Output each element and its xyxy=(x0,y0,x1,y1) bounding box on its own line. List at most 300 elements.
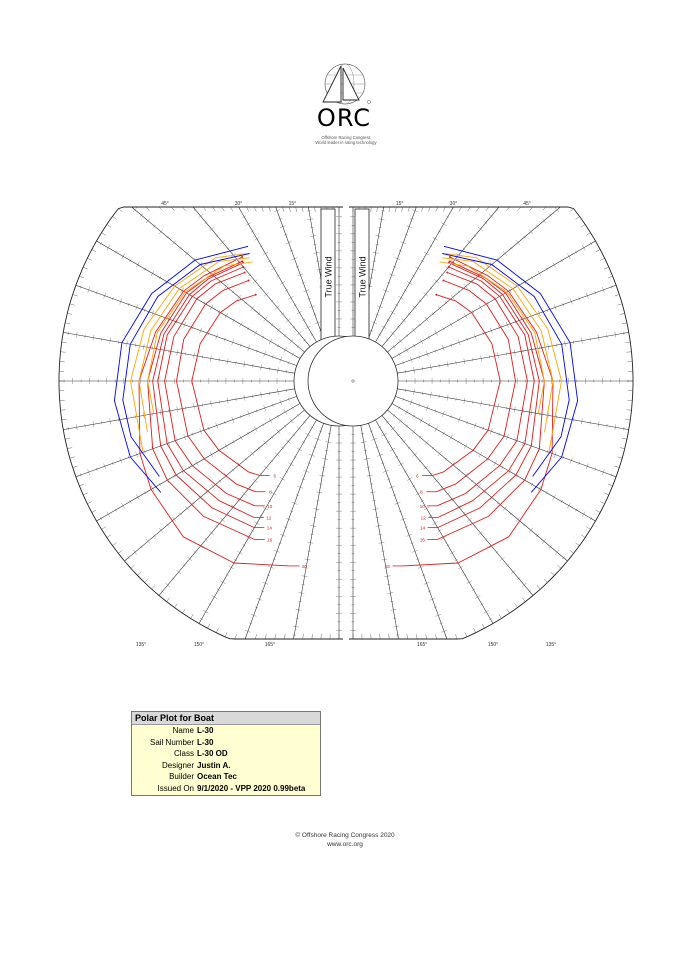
radial-gridline xyxy=(294,425,332,639)
speed-tick xyxy=(165,583,170,587)
speed-tick xyxy=(159,528,163,533)
beat-marker xyxy=(448,266,450,268)
speed-tick xyxy=(288,463,293,466)
angle-tick xyxy=(600,502,604,504)
polar-half-right xyxy=(308,201,633,648)
info-row xyxy=(132,725,320,737)
speed-tick xyxy=(185,251,189,256)
speed-tick xyxy=(464,284,468,289)
speed-tick xyxy=(146,218,150,223)
angle-tick xyxy=(622,438,627,439)
speed-tick xyxy=(198,214,203,218)
speed-tick xyxy=(250,451,254,456)
angle-tick xyxy=(182,207,185,211)
angle-tick xyxy=(70,457,75,458)
speed-tick xyxy=(555,550,559,555)
speed-tick xyxy=(195,461,198,466)
angle-tick xyxy=(67,313,72,314)
speed-tick xyxy=(225,313,228,318)
speed-tick xyxy=(415,267,420,270)
angle-tick xyxy=(570,550,574,553)
angle-tick xyxy=(118,550,122,553)
speed-tick xyxy=(269,489,276,495)
angle-tick xyxy=(282,207,284,212)
angle-tick xyxy=(611,475,616,477)
speed-tick xyxy=(250,306,254,311)
radial-gridline xyxy=(76,396,297,479)
speed-tick xyxy=(511,570,516,574)
speed-tick xyxy=(212,595,217,598)
speed-tick xyxy=(210,305,213,310)
speed-tick xyxy=(242,492,247,496)
speed-tick xyxy=(220,581,225,584)
speed-tick xyxy=(159,229,163,234)
angle-tick xyxy=(208,624,210,628)
angle-tick xyxy=(230,207,233,211)
speed-tick xyxy=(467,581,472,584)
beat-marker xyxy=(446,271,448,273)
angle-tick xyxy=(239,207,242,211)
angle-tick xyxy=(167,598,170,602)
sailboat-logo-icon xyxy=(305,62,385,106)
angle-tick xyxy=(132,207,136,210)
speed-tick xyxy=(288,296,293,299)
speed-tick xyxy=(582,245,585,250)
beat-marker xyxy=(241,260,243,262)
angle-tick xyxy=(269,207,271,212)
info-label: Sail Number xyxy=(149,737,194,747)
speed-tick xyxy=(438,306,442,311)
angle-tick xyxy=(62,419,67,420)
speed-tick xyxy=(475,595,480,598)
angle-tick xyxy=(491,619,494,623)
angle-tick xyxy=(625,419,630,420)
speed-tick xyxy=(253,479,258,483)
info-label: Class xyxy=(173,749,194,759)
angle-label: 45° xyxy=(161,201,169,207)
radial-gridline xyxy=(382,207,499,347)
angle-tick xyxy=(61,352,66,353)
angle-tick xyxy=(245,634,247,639)
speed-tick xyxy=(489,214,494,218)
speed-tick xyxy=(240,435,243,440)
info-row xyxy=(132,748,320,760)
radial-gridline xyxy=(376,420,494,624)
series-line xyxy=(158,267,254,517)
angle-tick xyxy=(265,634,266,639)
polar-chart xyxy=(0,195,690,655)
angle-tick xyxy=(620,448,625,449)
speed-tick xyxy=(434,479,439,483)
series-label: 8 xyxy=(269,489,272,495)
angle-tick xyxy=(575,216,579,219)
speed-tick xyxy=(425,440,429,445)
info-label: Issued On xyxy=(157,783,194,793)
speed-tick xyxy=(500,557,505,561)
radial-gridline xyxy=(395,285,616,365)
angle-tick xyxy=(146,207,150,210)
speed-tick xyxy=(567,254,570,259)
angle-tick xyxy=(62,342,67,343)
speed-tick xyxy=(390,448,395,451)
speed-tick xyxy=(220,240,225,244)
angle-tick xyxy=(222,207,225,211)
angle-tick xyxy=(102,233,106,236)
angle-tick xyxy=(65,323,70,324)
info-row xyxy=(132,737,320,749)
series-label: 12 xyxy=(420,515,426,521)
website-link[interactable]: www.orc.org xyxy=(327,841,363,848)
speed-tick xyxy=(151,271,154,276)
series-line xyxy=(131,254,247,453)
speed-tick xyxy=(467,240,472,244)
speed-tick xyxy=(402,319,407,323)
angle-tick xyxy=(626,410,631,411)
speed-tick xyxy=(286,319,291,323)
speed-tick xyxy=(122,254,125,259)
beat-marker xyxy=(443,279,445,281)
angle-tick xyxy=(608,484,613,486)
angle-tick xyxy=(455,634,457,639)
angle-tick xyxy=(530,592,533,596)
radial-gridline xyxy=(361,425,399,639)
angle-tick xyxy=(416,634,417,639)
angle-tick xyxy=(83,267,88,269)
speed-tick xyxy=(269,418,272,423)
angle-tick xyxy=(581,224,585,227)
angle-tick xyxy=(225,632,227,637)
angle-tick xyxy=(622,323,627,324)
boat-info-box xyxy=(131,711,321,796)
true-wind-label: True Wind xyxy=(357,256,368,298)
angle-tick xyxy=(596,250,600,252)
info-label: Builder xyxy=(169,772,194,782)
speed-tick xyxy=(402,440,407,444)
beat-marker xyxy=(247,279,249,281)
angle-tick xyxy=(92,510,96,512)
angle-tick xyxy=(87,502,91,504)
angle-tick xyxy=(421,207,423,212)
speed-tick xyxy=(438,451,442,456)
speed-tick xyxy=(254,237,259,240)
speed-tick xyxy=(434,279,439,283)
angle-tick xyxy=(564,558,568,561)
speed-tick xyxy=(185,506,189,511)
angle-tick xyxy=(255,634,257,639)
speed-tick xyxy=(445,492,450,496)
speed-tick xyxy=(450,551,455,554)
angle-tick xyxy=(608,276,613,278)
speed-tick xyxy=(477,484,481,489)
radial-gridline xyxy=(245,423,324,639)
speed-tick xyxy=(284,409,287,414)
angle-tick xyxy=(216,628,218,632)
series-label: 16 xyxy=(267,537,273,543)
series-line xyxy=(438,267,534,517)
speed-tick xyxy=(224,284,228,289)
angle-tick xyxy=(620,313,625,314)
speed-tick xyxy=(399,339,403,344)
speed-tick xyxy=(478,227,483,231)
speed-tick xyxy=(449,322,452,327)
speed-tick xyxy=(172,240,176,245)
angle-tick xyxy=(138,572,142,575)
angle-tick xyxy=(615,466,620,468)
info-value: L-30 xyxy=(197,737,214,747)
angle-tick xyxy=(436,207,438,211)
beat-marker xyxy=(449,260,451,262)
speed-tick xyxy=(209,227,214,231)
speed-tick xyxy=(297,332,302,336)
logo-text: ORC xyxy=(316,104,372,132)
series-line xyxy=(432,295,500,476)
radial-gridline xyxy=(368,423,447,639)
angle-tick xyxy=(459,207,462,211)
speed-tick xyxy=(420,418,423,423)
speed-tick xyxy=(211,484,215,489)
speed-tick xyxy=(264,466,269,470)
angle-tick xyxy=(125,558,129,561)
speed-tick xyxy=(503,506,507,511)
speed-tick xyxy=(253,279,258,283)
series-label: 8 xyxy=(420,489,423,495)
speed-tick xyxy=(136,262,139,267)
info-value: Justin A. xyxy=(197,760,231,770)
series-line xyxy=(192,295,260,476)
speed-tick xyxy=(254,426,257,431)
speed-tick xyxy=(240,322,243,327)
angle-tick xyxy=(389,634,390,639)
speed-tick xyxy=(209,531,214,535)
angle-tick xyxy=(445,634,447,639)
angle-tick xyxy=(65,438,70,439)
angle-label: 150° xyxy=(193,642,205,648)
speed-tick xyxy=(297,448,302,451)
radial-gridline xyxy=(159,415,310,595)
angle-tick xyxy=(617,304,622,305)
speed-tick xyxy=(398,463,403,466)
angle-tick xyxy=(611,285,616,287)
speed-tick xyxy=(187,557,192,561)
angle-tick xyxy=(468,207,471,211)
series-label: 20 xyxy=(384,563,391,569)
speed-tick xyxy=(220,518,225,522)
angle-tick xyxy=(87,258,91,260)
speed-tick xyxy=(107,245,110,250)
info-value: Ocean Tec xyxy=(197,772,237,782)
beat-marker xyxy=(449,256,451,258)
speed-tick xyxy=(263,440,267,445)
speed-tick xyxy=(305,326,310,329)
radial-gridline xyxy=(132,207,305,352)
speed-tick xyxy=(275,453,280,457)
angle-tick xyxy=(507,609,510,613)
speed-tick xyxy=(237,551,242,554)
speed-tick xyxy=(423,466,428,470)
speed-tick xyxy=(441,223,446,226)
speed-tick xyxy=(433,522,438,525)
info-value: 9/1/2020 - VPP 2020 0.99beta xyxy=(197,783,306,793)
angle-tick xyxy=(570,209,574,212)
angle-tick xyxy=(499,614,502,618)
speed-tick xyxy=(263,317,267,322)
angle-tick xyxy=(70,304,75,305)
angle-tick xyxy=(73,466,78,468)
angle-tick xyxy=(377,207,378,212)
speed-tick xyxy=(420,339,423,344)
series-label: 14 xyxy=(420,525,426,531)
beat-marker xyxy=(242,266,244,268)
angle-tick xyxy=(112,216,116,219)
series-label: 14 xyxy=(266,525,272,531)
radial-gridline xyxy=(392,241,596,359)
angle-tick xyxy=(61,410,66,411)
speed-tick xyxy=(133,550,137,555)
info-value: L-30 OD xyxy=(197,749,228,759)
angle-tick xyxy=(79,276,84,278)
angle-tick xyxy=(600,258,604,260)
angle-tick xyxy=(581,535,585,538)
speed-tick xyxy=(407,282,412,285)
speed-tick xyxy=(503,251,507,256)
angle-tick xyxy=(213,207,216,211)
angle-tick xyxy=(107,535,111,538)
speed-tick xyxy=(210,452,213,457)
angle-tick xyxy=(380,634,381,639)
angle-tick xyxy=(402,207,403,212)
series-label: 10 xyxy=(267,503,273,509)
speed-tick xyxy=(237,295,241,300)
angle-tick xyxy=(303,634,304,639)
angle-tick xyxy=(530,207,534,210)
angle-tick xyxy=(97,519,101,522)
angle-tick xyxy=(515,603,518,607)
angle-tick xyxy=(112,543,116,546)
angle-tick xyxy=(152,585,155,589)
speed-tick xyxy=(405,409,408,414)
speed-tick xyxy=(290,419,294,424)
speed-tick xyxy=(529,528,533,533)
speed-tick xyxy=(458,566,463,569)
angle-tick xyxy=(254,207,256,211)
angle-tick xyxy=(522,598,525,602)
angle-tick xyxy=(102,527,106,530)
angle-tick xyxy=(586,527,590,530)
radial-gridline xyxy=(387,207,560,352)
radial-gridline xyxy=(395,396,616,479)
angle-tick xyxy=(235,634,237,639)
angle-tick xyxy=(159,592,162,596)
angle-tick xyxy=(97,241,101,244)
info-label: Designer xyxy=(161,760,194,770)
speed-tick xyxy=(582,512,585,517)
speed-tick xyxy=(399,419,403,424)
speed-tick xyxy=(464,313,467,318)
angle-tick xyxy=(591,519,595,522)
angle-tick xyxy=(604,493,609,495)
angle-tick xyxy=(284,634,285,639)
speed-tick xyxy=(451,295,455,300)
angle-tick xyxy=(171,207,174,211)
info-value: L-30 xyxy=(197,726,214,735)
info-label: Name xyxy=(172,726,194,735)
speed-tick xyxy=(203,610,208,613)
series-label: 10 xyxy=(419,503,425,509)
speed-tick xyxy=(538,271,541,276)
angle-tick xyxy=(557,207,561,210)
angle-label: 165° xyxy=(416,642,428,648)
angle-tick xyxy=(408,207,410,212)
speed-tick xyxy=(553,495,556,500)
angle-tick xyxy=(476,207,479,211)
angle-label: 15° xyxy=(288,201,297,207)
speed-tick xyxy=(263,252,268,255)
angle-tick xyxy=(76,475,81,477)
speed-tick xyxy=(176,570,181,574)
info-box-title: Polar Plot for Boat xyxy=(132,712,320,725)
angle-tick xyxy=(83,493,88,495)
speed-tick xyxy=(286,440,291,444)
angle-tick xyxy=(79,484,84,486)
angle-tick xyxy=(315,207,316,212)
angle-tick xyxy=(617,457,622,458)
speed-tick xyxy=(542,539,546,544)
speed-tick xyxy=(529,229,533,234)
speed-tick xyxy=(553,262,556,267)
speed-tick xyxy=(423,292,428,296)
speed-tick xyxy=(516,240,520,245)
angle-tick xyxy=(182,609,185,613)
speed-tick xyxy=(297,427,302,431)
speed-tick xyxy=(277,328,281,333)
series-label: 6 xyxy=(415,473,419,479)
speed-tick xyxy=(424,252,429,255)
angle-label: 30° xyxy=(449,201,458,207)
angle-tick xyxy=(159,207,163,210)
angle-tick xyxy=(428,207,430,212)
angle-tick xyxy=(395,207,396,212)
speed-tick xyxy=(277,430,281,435)
angle-label: 45° xyxy=(523,201,531,207)
angle-tick xyxy=(604,267,609,269)
speed-tick xyxy=(246,223,251,226)
speed-tick xyxy=(435,426,438,431)
angle-tick xyxy=(591,241,595,244)
speed-tick xyxy=(435,330,438,335)
angle-tick xyxy=(118,209,122,212)
series-label: 16 xyxy=(419,537,425,543)
speed-tick xyxy=(412,453,417,457)
angle-tick xyxy=(544,579,547,583)
angle-label: 15° xyxy=(395,201,404,207)
speed-tick xyxy=(390,311,395,314)
info-row xyxy=(132,760,320,772)
copyright-text: © Offshore Racing Congress 2020 xyxy=(295,832,395,839)
speed-tick xyxy=(290,339,294,344)
radial-gridline xyxy=(199,420,317,624)
speed-tick xyxy=(449,435,452,440)
series-label: 6 xyxy=(273,473,277,479)
speed-tick xyxy=(136,495,139,500)
speed-tick xyxy=(542,218,546,223)
speed-tick xyxy=(425,317,429,322)
angle-tick xyxy=(246,207,248,211)
speed-tick xyxy=(398,296,403,299)
angle-label: 165° xyxy=(264,642,276,648)
speed-tick xyxy=(407,477,412,480)
angle-label: 30° xyxy=(234,201,243,207)
angle-tick xyxy=(262,207,264,212)
